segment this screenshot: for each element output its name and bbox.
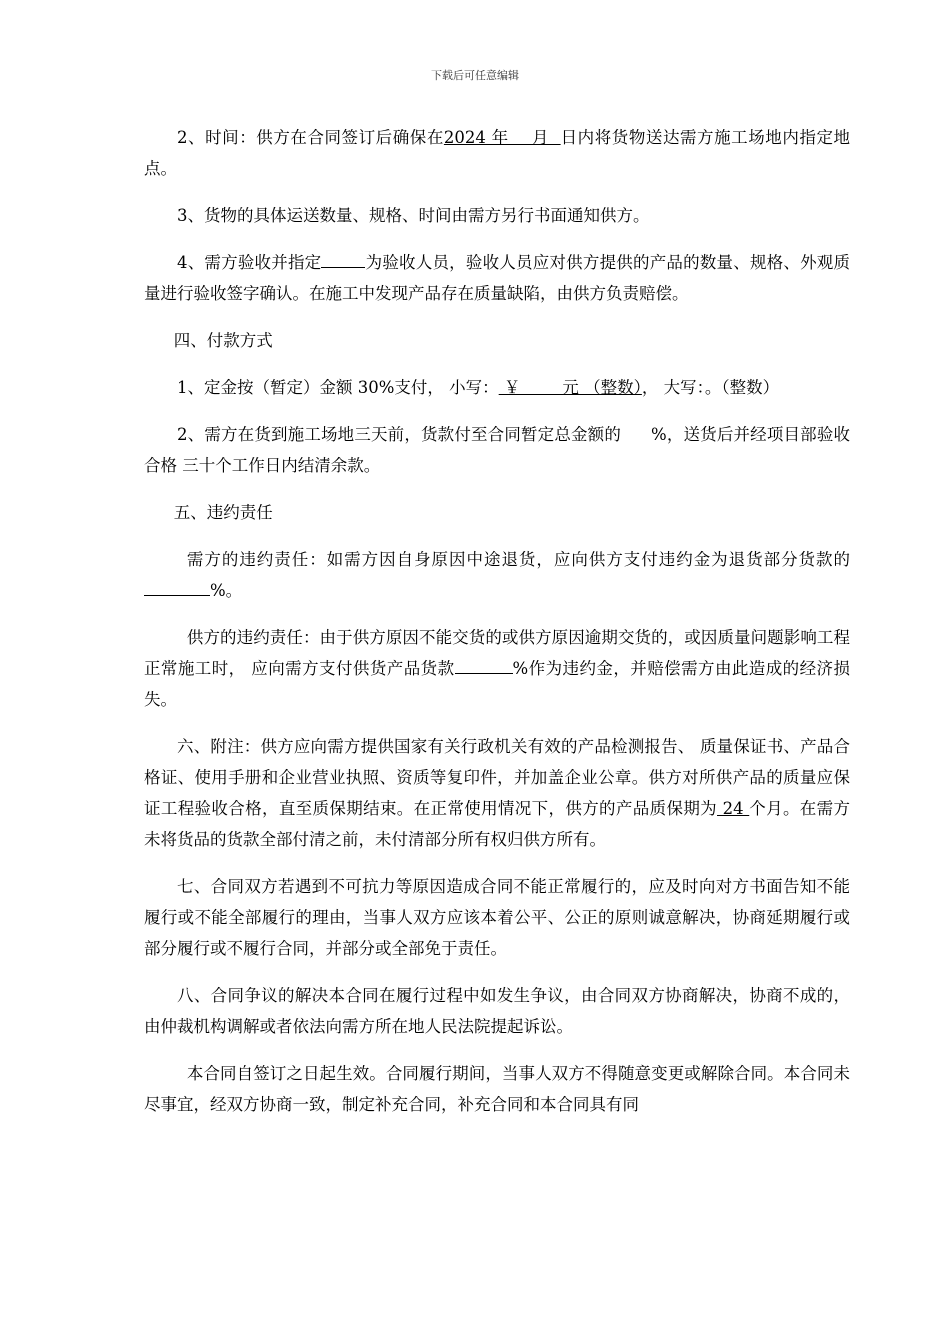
inspector-blank [321,251,365,269]
clause-force-majeure: 七、合同双方若遇到不可抗力等原因造成合同不能正常履行的，应及时向对方书面告知不能履行或不能全部履行的理由，当事人双方应该本着公平、公正的原则诚意解决，协商延期履行或部分履行或不履行合同，并部分或全部免于责任。 [144,877,850,958]
clause-delivery-time: 2、时间：供方在合同签订后确保在2024 年 月 日内将货物送达需方施工场地内指定地点。 [144,128,850,178]
clause-dispute: 八、合同争议的解决本合同在履行过程中如发生争议，由合同双方协商解决，协商不成的，由仲裁机构调解或者依法向需方所在地人民法院提起诉讼。 [144,986,850,1036]
clause-effectiveness: 本合同自签订之日起生效。合同履行期间，当事人双方不得随意变更或解除合同。本合同未尽事宜，经双方协商一致，制定补充合同，补充合同和本合同具有同 [144,1064,850,1114]
section-heading-payment: 四、付款方式 [173,331,273,350]
clause-appendix: 六、附注：供方应向需方提供国家有关行政机关有效的产品检测报告、 质量保证书、产品合格证、使用手册和企业营业执照、资质等复印件，并加盖企业公章。供方对所供产品的质量应保证工程验收合格，直至质保期结束。在正常使用情况下，供方的产品质保期为 24 个月。在需方未将货品的货款全部付清之前，未付清部分所有权归供方所有。 [144,737,851,849]
clause-payment-schedule: 2、需方在货到施工场地三天前，货款付至合同暂定总金额的 %，送货后并经项目部验收合格 三十个工作日内结清余款。 [144,425,850,475]
supplier-penalty-blank [455,657,513,675]
warranty-months-field: 24 [717,799,750,818]
clause-buyer-liability: 需方的违约责任：如需方因自身原因中途退货，应向供方支付违约金为退货部分货款的%。 [144,544,850,606]
contract-body [144,122,850,1136]
deposit-amount-field: ￥ 元 （整数） [498,378,642,397]
clause-supplier-liability: 供方的违约责任：由于供方原因不能交货的或供方原因逾期交货的，或因质量问题影响工程正常施工时， 应向需方支付供货产品货款 %作为违约金，并赔偿需方由此造成的经济损失。 [144,628,850,709]
clause-acceptance: 4、需方验收并指定 为验收人员，验收人员应对供方提供的产品的数量、规格、外观质量进行验收签字确认。在施工中发现产品存在质量缺陷，由供方负责赔偿。 [144,247,850,309]
header-note: 下载后可任意编辑 [431,69,519,82]
clause-deposit: 1、定金按（暂定）金额 30%支付， 小写： ￥ 元 （整数）， 大写：。（整数） [177,378,780,397]
section-heading-liability: 五、违约责任 [173,503,273,522]
buyer-penalty-blank [144,579,210,597]
delivery-date-field: 2024 年 月 [443,128,561,147]
clause-shipping-notice: 3、货物的具体运送数量、规格、时间由需方另行书面通知供方。 [177,206,650,225]
